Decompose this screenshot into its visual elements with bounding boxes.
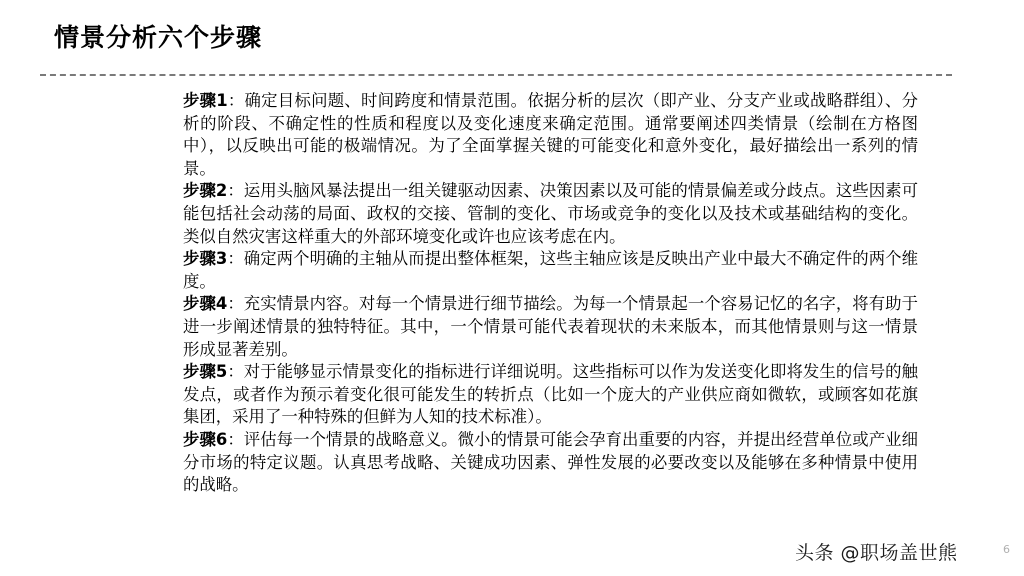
step-5	[183, 361, 918, 429]
step-2	[183, 180, 918, 248]
step-4-text: ：充实情景内容。对每一个情景进行细节描绘。为每一个情景起一个容易记忆的名字，将有助于进一步阐述情景的独特特征。其中，一个情景可能代表着现状的未来版本，而其他情景则与这一情景形成显著差别。	[183, 294, 918, 359]
watermark: 头条 @职场盖世熊	[795, 542, 958, 564]
step-6-text: ：评估每一个情景的战略意义。微小的情景可能会孕育出重要的内容，并提出经营单位或产业细分市场的特定议题。认真思考战略、关键成功因素、弹性发展的必要改变以及能够在多种情景中使用的战略。	[183, 429, 918, 495]
step-6-label: 步骤6	[183, 429, 228, 449]
step-1-text: ：确定目标问题、时间跨度和情景范围。依据分析的层次（即产业、分支产业或战略群组）、分析的阶段、不确定性的性质和程度以及变化速度来确定范围。通常要阐述四类情景（绘制在方格图中），以反映出可能的极端情况。为了全面掌握关键的可能变化和意外变化，最好描绘出一系列的情景。	[183, 91, 918, 178]
step-5-text: ：对于能够显示情景变化的指标进行详细说明。这些指标可以作为发送变化即将发生的信号的触发点，或者作为预示着变化很可能发生的转折点（比如一个庞大的产业供应商如微软，或顾客如花旗集团，采用了一种特殊的但鲜为人知的技术标准）。	[183, 362, 918, 427]
step-5-label: 步骤5	[183, 362, 228, 382]
step-2-text: ：运用头脑风暴法提出一组关键驱动因素、决策因素以及可能的情景偏差或分歧点。这些因素可能包括社会动荡的局面、政权的交接、管制的变化、市场或竞争的变化以及技术或基础结构的变化。类似自然灾害这样重大的外部环境变化或许也应该考虑在内。	[183, 181, 918, 246]
step-1	[183, 90, 918, 180]
page-number: 6	[1003, 543, 1010, 556]
step-2-label: 步骤2	[183, 181, 228, 201]
step-3-label: 步骤3	[183, 249, 228, 269]
steps-list	[183, 90, 918, 497]
slide-title: 情景分析六个步骤	[54, 23, 263, 52]
step-1-label: 步骤1	[183, 91, 228, 110]
step-3	[183, 248, 918, 293]
title-divider	[40, 74, 952, 76]
step-4-label: 步骤4	[183, 294, 228, 314]
step-6	[183, 429, 918, 497]
step-4	[183, 293, 918, 361]
step-3-text: ：确定两个明确的主轴从而提出整体框架，这些主轴应该是反映出产业中最大不确定件的两个维度。	[183, 249, 918, 291]
